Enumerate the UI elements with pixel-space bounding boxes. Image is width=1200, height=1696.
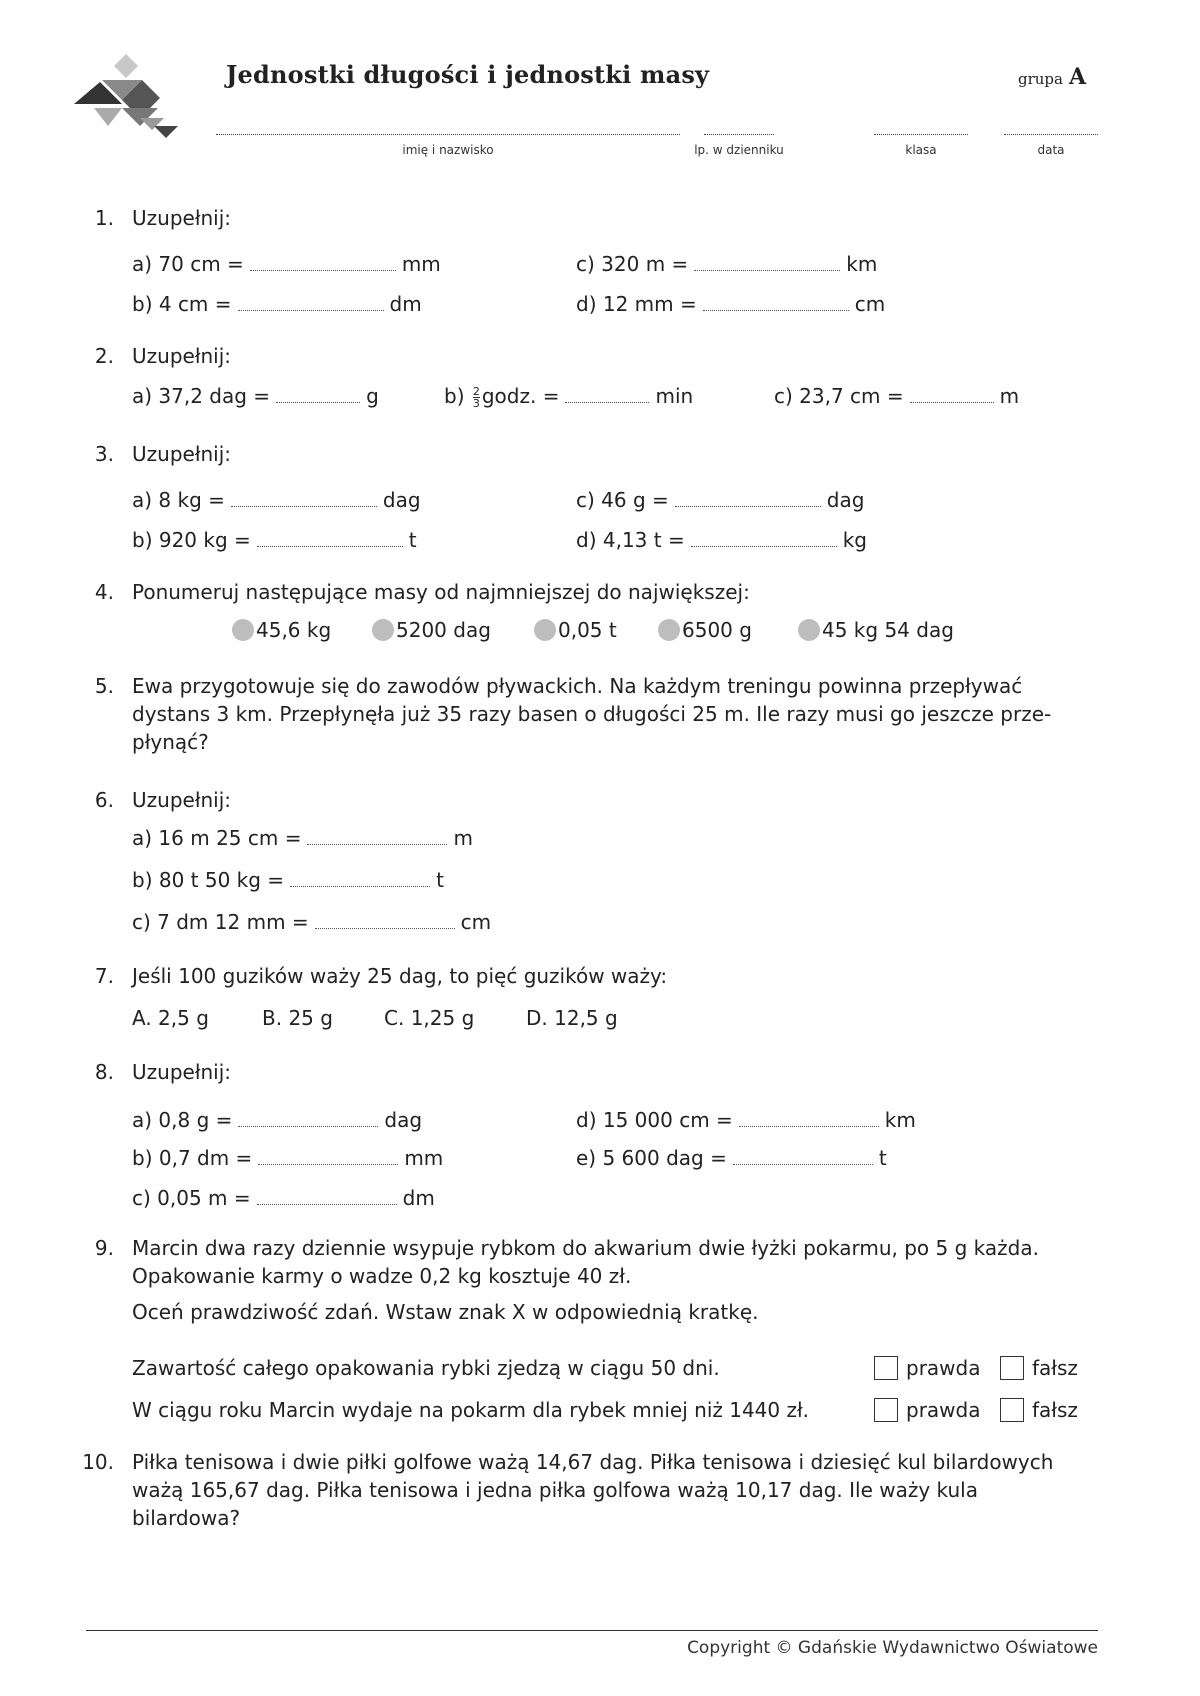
task-8d: d) 15 000 cm = km — [576, 1108, 916, 1132]
task-2c: c) 23,7 cm = m — [774, 384, 1020, 408]
register-number-caption: lp. w dzienniku — [694, 143, 784, 157]
answer-blank[interactable] — [691, 528, 837, 547]
answer-blank[interactable] — [231, 488, 377, 507]
task-number: 9. — [94, 1236, 114, 1260]
task-instruction: Uzupełnij: — [132, 1060, 232, 1084]
checkbox[interactable] — [1000, 1356, 1024, 1380]
checkbox[interactable] — [1000, 1398, 1024, 1422]
option-c[interactable]: C. 1,25 g — [384, 1006, 475, 1030]
answer-blank[interactable] — [733, 1146, 873, 1165]
mass-item[interactable]: 0,05 t — [534, 618, 617, 642]
task-number: 6. — [94, 788, 114, 812]
task-number: 4. — [94, 580, 114, 604]
task-instruction: Uzupełnij: — [132, 442, 232, 466]
word-problem: Piłka tenisowa i dwie piłki golfowe ważą 14,67 dag. Piłka tenisowa i dziesięć kul bilardowych ważą 165,67 dag. Piłka tenisowa i jedna piłka golfowa ważą 10,17 dag. Ile waży kula bilardowa? — [132, 1450, 1054, 1530]
answer-blank[interactable] — [250, 252, 396, 271]
task-8 — [70, 1058, 1090, 1086]
answer-blank[interactable] — [675, 488, 821, 507]
register-number-field[interactable] — [694, 124, 784, 157]
number-circle-icon[interactable] — [658, 619, 680, 641]
task-10 — [70, 1448, 1090, 1532]
task-3c: c) 46 g = dag — [576, 488, 865, 512]
answer-blank[interactable] — [257, 528, 403, 547]
answer-blank[interactable] — [258, 1146, 398, 1165]
class-field[interactable] — [874, 124, 968, 157]
group-indicator — [1018, 64, 1086, 90]
task-1b: b) 4 cm = dm — [132, 292, 422, 316]
task-7 — [70, 962, 1090, 990]
task-1a: a) 70 cm = mm — [132, 252, 441, 276]
task-number: 3. — [94, 442, 114, 466]
name-field[interactable] — [216, 124, 680, 157]
copyright: Copyright © Gdańskie Wydawnictwo Oświatowe — [687, 1638, 1098, 1658]
task-2 — [70, 342, 1090, 370]
answer-blank[interactable] — [565, 384, 649, 403]
answer-blank[interactable] — [315, 910, 455, 929]
group-label: grupa — [1018, 70, 1063, 88]
task-6c: c) 7 dm 12 mm = cm — [132, 910, 492, 934]
answer-blank[interactable] — [694, 252, 840, 271]
task-9 — [70, 1234, 1090, 1326]
task-3a: a) 8 kg = dag — [132, 488, 421, 512]
option-a[interactable]: A. 2,5 g — [132, 1006, 209, 1030]
task-2a: a) 37,2 dag = g — [132, 384, 379, 408]
statement-2-true[interactable]: prawda — [874, 1398, 980, 1422]
answer-blank[interactable] — [238, 1108, 378, 1127]
task-1c: c) 320 m = km — [576, 252, 878, 276]
mass-item[interactable]: 45 kg 54 dag — [798, 618, 954, 642]
task-instruction: Jeśli 100 guzików waży 25 dag, to pięć guzików waży: — [132, 964, 668, 988]
statement-1-true[interactable]: prawda — [874, 1356, 980, 1380]
checkbox[interactable] — [874, 1356, 898, 1380]
task-8e: e) 5 600 dag = t — [576, 1146, 887, 1170]
answer-blank[interactable] — [238, 292, 384, 311]
task-5 — [70, 672, 1090, 756]
date-field[interactable] — [1004, 124, 1098, 157]
option-d[interactable]: D. 12,5 g — [526, 1006, 618, 1030]
answer-blank[interactable] — [257, 1186, 397, 1205]
word-problem: Ewa przygotowuje się do zawodów pływackich. Na każdym treningu powinna przepływać dystans 3 km. Przepłynęła już 35 razy basen o długości 25 m. Ile razy musi go jeszcze prze- płynąć? — [132, 674, 1052, 754]
task-8c: c) 0,05 m = dm — [132, 1186, 435, 1210]
name-caption: imię i nazwisko — [402, 143, 494, 157]
task-6b: b) 80 t 50 kg = t — [132, 868, 444, 892]
task-instruction: Uzupełnij: — [132, 788, 232, 812]
task-3b: b) 920 kg = t — [132, 528, 417, 552]
task-8a: a) 0,8 g = dag — [132, 1108, 423, 1132]
statement-2: W ciągu roku Marcin wydaje na pokarm dla rybek mniej niż 1440 zł. — [132, 1398, 810, 1422]
task-1 — [70, 204, 1090, 232]
number-circle-icon[interactable] — [534, 619, 556, 641]
answer-blank[interactable] — [290, 868, 430, 887]
task-number: 5. — [94, 674, 114, 698]
answer-blank[interactable] — [739, 1108, 879, 1127]
number-circle-icon[interactable] — [798, 619, 820, 641]
worksheet-title: Jednostki długości i jednostki masy — [226, 60, 710, 89]
class-caption: klasa — [905, 143, 937, 157]
number-circle-icon[interactable] — [232, 619, 254, 641]
task-number: 8. — [94, 1060, 114, 1084]
task-instruction: Uzupełnij: — [132, 206, 232, 230]
number-circle-icon[interactable] — [372, 619, 394, 641]
task-number: 7. — [94, 964, 114, 988]
statement-1: Zawartość całego opakowania rybki zjedzą w ciągu 50 dni. — [132, 1356, 720, 1380]
date-caption: data — [1037, 143, 1065, 157]
task-number: 2. — [94, 344, 114, 368]
statement-2-false[interactable]: fałsz — [1000, 1398, 1078, 1422]
fraction: $\frac{2}{3}$ — [472, 385, 480, 410]
option-b[interactable]: B. 25 g — [262, 1006, 333, 1030]
mass-item[interactable]: 45,6 kg — [232, 618, 331, 642]
mass-item[interactable]: 5200 dag — [372, 618, 491, 642]
task-number: 1. — [94, 206, 114, 230]
publisher-logo — [74, 54, 178, 144]
task-3 — [70, 440, 1090, 468]
task-8b: b) 0,7 dm = mm — [132, 1146, 444, 1170]
footer-divider — [86, 1630, 1098, 1631]
task-1d: d) 12 mm = cm — [576, 292, 886, 316]
task-4 — [70, 578, 1090, 606]
answer-blank[interactable] — [910, 384, 994, 403]
task-6 — [70, 786, 1090, 814]
task-instruction: Ponumeruj następujące masy od najmniejszej do największej: — [132, 580, 750, 604]
mass-item[interactable]: 6500 g — [658, 618, 752, 642]
checkbox[interactable] — [874, 1398, 898, 1422]
task-instruction: Uzupełnij: — [132, 344, 232, 368]
answer-blank[interactable] — [276, 384, 360, 403]
answer-blank[interactable] — [307, 826, 447, 845]
statement-1-false[interactable]: fałsz — [1000, 1356, 1078, 1380]
task-3d: d) 4,13 t = kg — [576, 528, 867, 552]
answer-blank[interactable] — [703, 292, 849, 311]
task-6a: a) 16 m 25 cm = m — [132, 826, 473, 850]
group-letter: A — [1068, 64, 1087, 90]
word-problem: Marcin dwa razy dziennie wsypuje rybkom do akwarium dwie łyżki pokarmu, po 5 g każda. Opakowanie karmy o wadze 0,2 kg kosztuje 40 zł. Oceń prawdziwość zdań. Wstaw znak X w odpowiednią kratkę. — [132, 1236, 1039, 1324]
task-number: 10. — [82, 1450, 114, 1474]
task-2b: b) $\frac{2}{3}$ godz. = min — [444, 384, 694, 410]
